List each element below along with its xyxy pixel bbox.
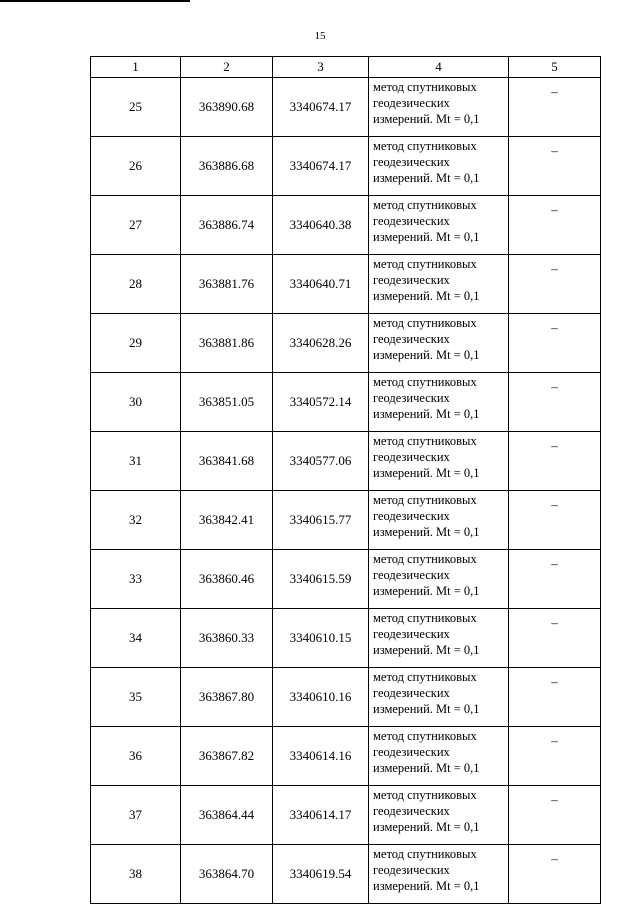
table-row xyxy=(91,255,601,314)
method-line: метод спутниковых xyxy=(373,788,477,802)
method-cell xyxy=(369,491,509,550)
method-line: измерений. Mt = 0,1 xyxy=(373,879,480,893)
method-line: геодезических xyxy=(373,863,450,877)
note-cell: – xyxy=(509,845,601,904)
table-row xyxy=(91,373,601,432)
x-coordinate-cell: 363860.46 xyxy=(181,550,273,609)
method-line: метод спутниковых xyxy=(373,198,477,212)
method-line: метод спутниковых xyxy=(373,316,477,330)
method-cell xyxy=(369,78,509,137)
method-line: измерений. Mt = 0,1 xyxy=(373,171,480,185)
header-col-1: 1 xyxy=(91,57,181,78)
point-number-cell: 34 xyxy=(91,609,181,668)
point-number-cell: 25 xyxy=(91,78,181,137)
method-line: геодезических xyxy=(373,627,450,641)
method-line: измерений. Mt = 0,1 xyxy=(373,230,480,244)
method-line: геодезических xyxy=(373,96,450,110)
method-line: измерений. Mt = 0,1 xyxy=(373,525,480,539)
x-coordinate-cell: 363841.68 xyxy=(181,432,273,491)
y-coordinate-cell: 3340610.15 xyxy=(273,609,369,668)
method-line: метод спутниковых xyxy=(373,257,477,271)
table-row xyxy=(91,727,601,786)
y-coordinate-cell: 3340615.59 xyxy=(273,550,369,609)
method-line: геодезических xyxy=(373,155,450,169)
x-coordinate-cell: 363851.05 xyxy=(181,373,273,432)
table-row xyxy=(91,668,601,727)
y-coordinate-cell: 3340619.54 xyxy=(273,845,369,904)
point-number-cell: 28 xyxy=(91,255,181,314)
y-coordinate-cell: 3340640.71 xyxy=(273,255,369,314)
method-line: геодезических xyxy=(373,686,450,700)
note-cell: – xyxy=(509,727,601,786)
point-number-cell: 33 xyxy=(91,550,181,609)
y-coordinate-cell: 3340610.16 xyxy=(273,668,369,727)
table-row xyxy=(91,432,601,491)
method-cell xyxy=(369,550,509,609)
method-line: измерений. Mt = 0,1 xyxy=(373,289,480,303)
note-cell: – xyxy=(509,196,601,255)
method-line: измерений. Mt = 0,1 xyxy=(373,643,480,657)
table-row xyxy=(91,78,601,137)
method-line: геодезических xyxy=(373,568,450,582)
y-coordinate-cell: 3340577.06 xyxy=(273,432,369,491)
table-header xyxy=(91,57,601,78)
method-line: измерений. Mt = 0,1 xyxy=(373,112,480,126)
method-line: геодезических xyxy=(373,214,450,228)
y-coordinate-cell: 3340614.16 xyxy=(273,727,369,786)
method-cell xyxy=(369,786,509,845)
x-coordinate-cell: 363864.70 xyxy=(181,845,273,904)
point-number-cell: 38 xyxy=(91,845,181,904)
note-cell: – xyxy=(509,668,601,727)
table-body xyxy=(91,78,601,904)
method-line: измерений. Mt = 0,1 xyxy=(373,407,480,421)
header-col-5: 5 xyxy=(509,57,601,78)
method-line: измерений. Mt = 0,1 xyxy=(373,761,480,775)
table-row xyxy=(91,314,601,373)
header-col-3: 3 xyxy=(273,57,369,78)
point-number-cell: 32 xyxy=(91,491,181,550)
note-cell: – xyxy=(509,255,601,314)
point-number-cell: 27 xyxy=(91,196,181,255)
page-number: 15 xyxy=(314,30,326,42)
method-line: измерений. Mt = 0,1 xyxy=(373,820,480,834)
note-cell: – xyxy=(509,786,601,845)
method-line: измерений. Mt = 0,1 xyxy=(373,702,480,716)
note-cell: – xyxy=(509,137,601,196)
note-cell: – xyxy=(509,550,601,609)
method-line: метод спутниковых xyxy=(373,375,477,389)
table-row xyxy=(91,786,601,845)
method-line: метод спутниковых xyxy=(373,139,477,153)
method-cell xyxy=(369,727,509,786)
header-row xyxy=(91,57,601,78)
point-number-cell: 26 xyxy=(91,137,181,196)
method-line: измерений. Mt = 0,1 xyxy=(373,348,480,362)
x-coordinate-cell: 363890.68 xyxy=(181,78,273,137)
method-cell xyxy=(369,432,509,491)
y-coordinate-cell: 3340674.17 xyxy=(273,137,369,196)
method-cell xyxy=(369,609,509,668)
point-number-cell: 29 xyxy=(91,314,181,373)
method-cell xyxy=(369,373,509,432)
y-coordinate-cell: 3340615.77 xyxy=(273,491,369,550)
note-cell: – xyxy=(509,373,601,432)
y-coordinate-cell: 3340640.38 xyxy=(273,196,369,255)
method-line: геодезических xyxy=(373,332,450,346)
point-number-cell: 35 xyxy=(91,668,181,727)
header-col-2: 2 xyxy=(181,57,273,78)
note-cell: – xyxy=(509,78,601,137)
x-coordinate-cell: 363867.82 xyxy=(181,727,273,786)
method-line: метод спутниковых xyxy=(373,611,477,625)
method-line: метод спутниковых xyxy=(373,847,477,861)
point-number-cell: 30 xyxy=(91,373,181,432)
method-line: метод спутниковых xyxy=(373,670,477,684)
method-cell xyxy=(369,845,509,904)
y-coordinate-cell: 3340572.14 xyxy=(273,373,369,432)
y-coordinate-cell: 3340628.26 xyxy=(273,314,369,373)
note-cell: – xyxy=(509,491,601,550)
method-cell xyxy=(369,255,509,314)
table-row xyxy=(91,491,601,550)
x-coordinate-cell: 363867.80 xyxy=(181,668,273,727)
method-cell xyxy=(369,137,509,196)
method-line: метод спутниковых xyxy=(373,434,477,448)
method-cell xyxy=(369,668,509,727)
header-col-4: 4 xyxy=(369,57,509,78)
method-line: геодезических xyxy=(373,391,450,405)
method-line: метод спутниковых xyxy=(373,80,477,94)
table-row xyxy=(91,137,601,196)
method-line: геодезических xyxy=(373,450,450,464)
table-row xyxy=(91,609,601,668)
table-row xyxy=(91,196,601,255)
method-line: измерений. Mt = 0,1 xyxy=(373,584,480,598)
point-number-cell: 31 xyxy=(91,432,181,491)
x-coordinate-cell: 363886.68 xyxy=(181,137,273,196)
y-coordinate-cell: 3340614.17 xyxy=(273,786,369,845)
method-line: геодезических xyxy=(373,745,450,759)
point-number-cell: 37 xyxy=(91,786,181,845)
y-coordinate-cell: 3340674.17 xyxy=(273,78,369,137)
x-coordinate-cell: 363881.86 xyxy=(181,314,273,373)
method-cell xyxy=(369,196,509,255)
note-cell: – xyxy=(509,432,601,491)
table-row xyxy=(91,550,601,609)
method-line: измерений. Mt = 0,1 xyxy=(373,466,480,480)
note-cell: – xyxy=(509,314,601,373)
method-line: геодезических xyxy=(373,804,450,818)
method-line: метод спутниковых xyxy=(373,552,477,566)
method-cell xyxy=(369,314,509,373)
x-coordinate-cell: 363842.41 xyxy=(181,491,273,550)
method-line: метод спутниковых xyxy=(373,493,477,507)
table-row xyxy=(91,845,601,904)
note-cell: – xyxy=(509,609,601,668)
method-line: геодезических xyxy=(373,273,450,287)
coordinates-table xyxy=(90,56,601,904)
point-number-cell: 36 xyxy=(91,727,181,786)
x-coordinate-cell: 363886.74 xyxy=(181,196,273,255)
top-rule xyxy=(0,0,190,2)
x-coordinate-cell: 363881.76 xyxy=(181,255,273,314)
method-line: метод спутниковых xyxy=(373,729,477,743)
method-line: геодезических xyxy=(373,509,450,523)
x-coordinate-cell: 363860.33 xyxy=(181,609,273,668)
x-coordinate-cell: 363864.44 xyxy=(181,786,273,845)
